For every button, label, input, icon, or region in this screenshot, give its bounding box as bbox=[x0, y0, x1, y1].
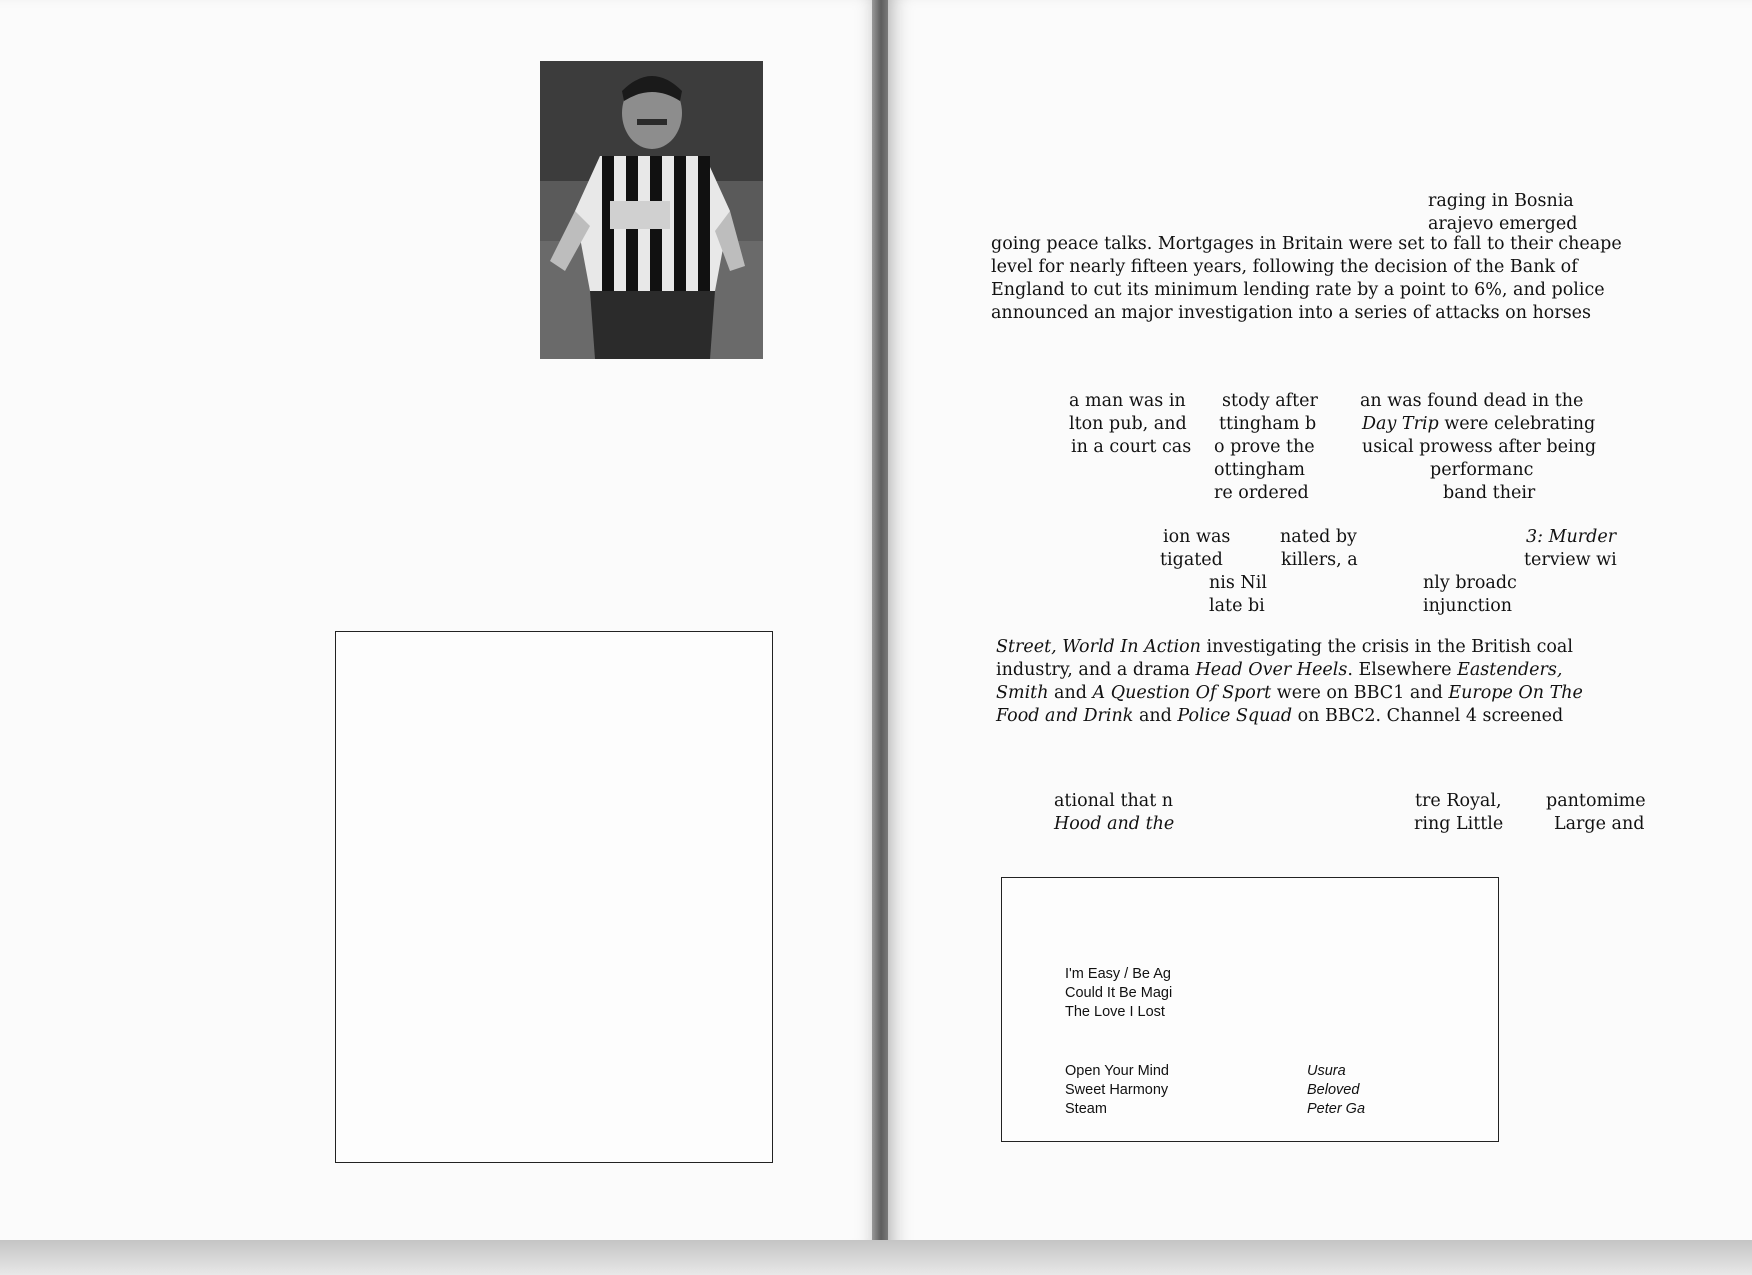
intro-line-6: announced an major investigation into a series of attacks on horses bbox=[991, 303, 1592, 323]
tv-para-l1-rest: investigating the crisis in the British coal bbox=[1200, 637, 1573, 657]
tv-para-l3-e: Europe On The bbox=[1448, 683, 1583, 703]
chart-song-6: Steam bbox=[1065, 1101, 1107, 1117]
tv-para-line-3 bbox=[996, 682, 1583, 705]
tv-col2-line-2: killers, a bbox=[1281, 550, 1358, 570]
chart-song-3: The Love I Lost bbox=[1065, 1004, 1165, 1020]
theatre-col2-line-1: tre Royal, bbox=[1415, 791, 1502, 811]
tv-para-l3-b: and bbox=[1048, 683, 1093, 703]
intro-line-4: level for nearly fifteen years, following the decision of the Bank of bbox=[991, 257, 1578, 277]
chart-artist-6: Peter Ga bbox=[1307, 1101, 1366, 1117]
tv-para-l3-a: Smith bbox=[996, 683, 1049, 703]
intro-line-2: arajevo emerged bbox=[1428, 214, 1578, 234]
tv-col1-line-1: ion was bbox=[1163, 527, 1231, 547]
tv-para-l3-c: A Question Of Sport bbox=[1092, 683, 1272, 703]
tv-para-l4-b: and bbox=[1133, 706, 1178, 726]
table-surface bbox=[0, 1240, 1752, 1275]
tv-para-l4-c: Police Squad bbox=[1177, 706, 1293, 726]
intro-line-1: raging in Bosnia bbox=[1428, 191, 1574, 211]
news-col1-line-1: a man was in bbox=[1069, 391, 1186, 411]
tv-para-l2-d: Eastenders, bbox=[1457, 660, 1563, 680]
tv-col4-line-2: terview wi bbox=[1524, 550, 1617, 570]
chart-artist-5: Beloved bbox=[1307, 1082, 1360, 1098]
theatre-col1-line-1: ational that n bbox=[1054, 791, 1174, 811]
news-col3-line-2-rest: were celebrating bbox=[1438, 414, 1596, 434]
footballer-photo-image bbox=[540, 61, 763, 359]
news-col2-line-4: ottingham bbox=[1214, 460, 1305, 480]
chart-song-1: I'm Easy / Be Ag bbox=[1065, 966, 1171, 982]
tv-col2-line-1: nated by bbox=[1280, 527, 1357, 547]
left-page bbox=[0, 0, 880, 1248]
tv-para-l4-d: on BBC2. Channel 4 screened bbox=[1292, 706, 1564, 726]
news-col3-line-1: an was found dead in the bbox=[1360, 391, 1584, 411]
theatre-col1-line-2: Hood and the bbox=[1054, 814, 1175, 834]
left-chart-box bbox=[335, 631, 773, 1163]
theatre-col2-line-2: ring Little bbox=[1414, 814, 1504, 834]
tv-col3-line-2: injunction bbox=[1423, 596, 1513, 616]
right-chart-box bbox=[1001, 877, 1499, 1142]
news-col1-line-2: lton pub, and bbox=[1069, 414, 1187, 434]
news-col3-line-2 bbox=[1362, 413, 1595, 435]
tv-col1b-line-1: nis Nil bbox=[1209, 573, 1267, 593]
intro-line-5: England to cut its minimum lending rate by a point to 6%, and police bbox=[991, 280, 1605, 300]
theatre-col3-line-2: Large and bbox=[1554, 814, 1645, 834]
day-trip-title: Day Trip bbox=[1362, 414, 1439, 434]
tv-para-l4-a: Food and Drink bbox=[996, 706, 1134, 726]
tv-col1b-line-2: late bi bbox=[1209, 596, 1265, 616]
news-col3-line-5: band their bbox=[1443, 483, 1536, 503]
news-col3-line-3: usical prowess after being bbox=[1362, 437, 1597, 457]
intro-line-3: going peace talks. Mortgages in Britain were set to fall to their cheape bbox=[991, 234, 1622, 254]
tv-para-line-2 bbox=[996, 659, 1562, 682]
footballer-photo bbox=[540, 61, 763, 359]
news-col2-line-5: re ordered bbox=[1214, 483, 1309, 503]
news-col2-line-2: ttingham b bbox=[1219, 414, 1317, 434]
tv-para-line-1 bbox=[996, 636, 1573, 659]
tv-col1-line-2: tigated bbox=[1160, 550, 1223, 570]
tv-para-l2-a: industry, and a drama bbox=[996, 660, 1196, 680]
chart-artist-4: Usura bbox=[1307, 1063, 1346, 1079]
tv-col4-line-1: 3: Murder bbox=[1526, 527, 1617, 547]
theatre-col3-line-1: pantomime bbox=[1546, 791, 1646, 811]
news-col1-line-3: in a court cas bbox=[1071, 437, 1192, 457]
tv-para-l2-c: . Elsewhere bbox=[1347, 660, 1458, 680]
chart-song-2: Could It Be Magi bbox=[1065, 985, 1173, 1001]
tv-para-l2-b: Head Over Heels bbox=[1195, 660, 1348, 680]
chart-song-4: Open Your Mind bbox=[1065, 1063, 1169, 1079]
chart-song-5: Sweet Harmony bbox=[1065, 1082, 1169, 1098]
tv-para-l1-italic: Street, World In Action bbox=[996, 637, 1201, 657]
news-col2-line-1: stody after bbox=[1222, 391, 1318, 411]
tv-para-line-4 bbox=[996, 705, 1563, 728]
news-col2-line-3: o prove the bbox=[1214, 437, 1315, 457]
tv-para-l3-d: were on BBC1 and bbox=[1271, 683, 1449, 703]
news-col3-line-4: performanc bbox=[1430, 460, 1534, 480]
tv-col3-line-1: nly broadc bbox=[1423, 573, 1517, 593]
